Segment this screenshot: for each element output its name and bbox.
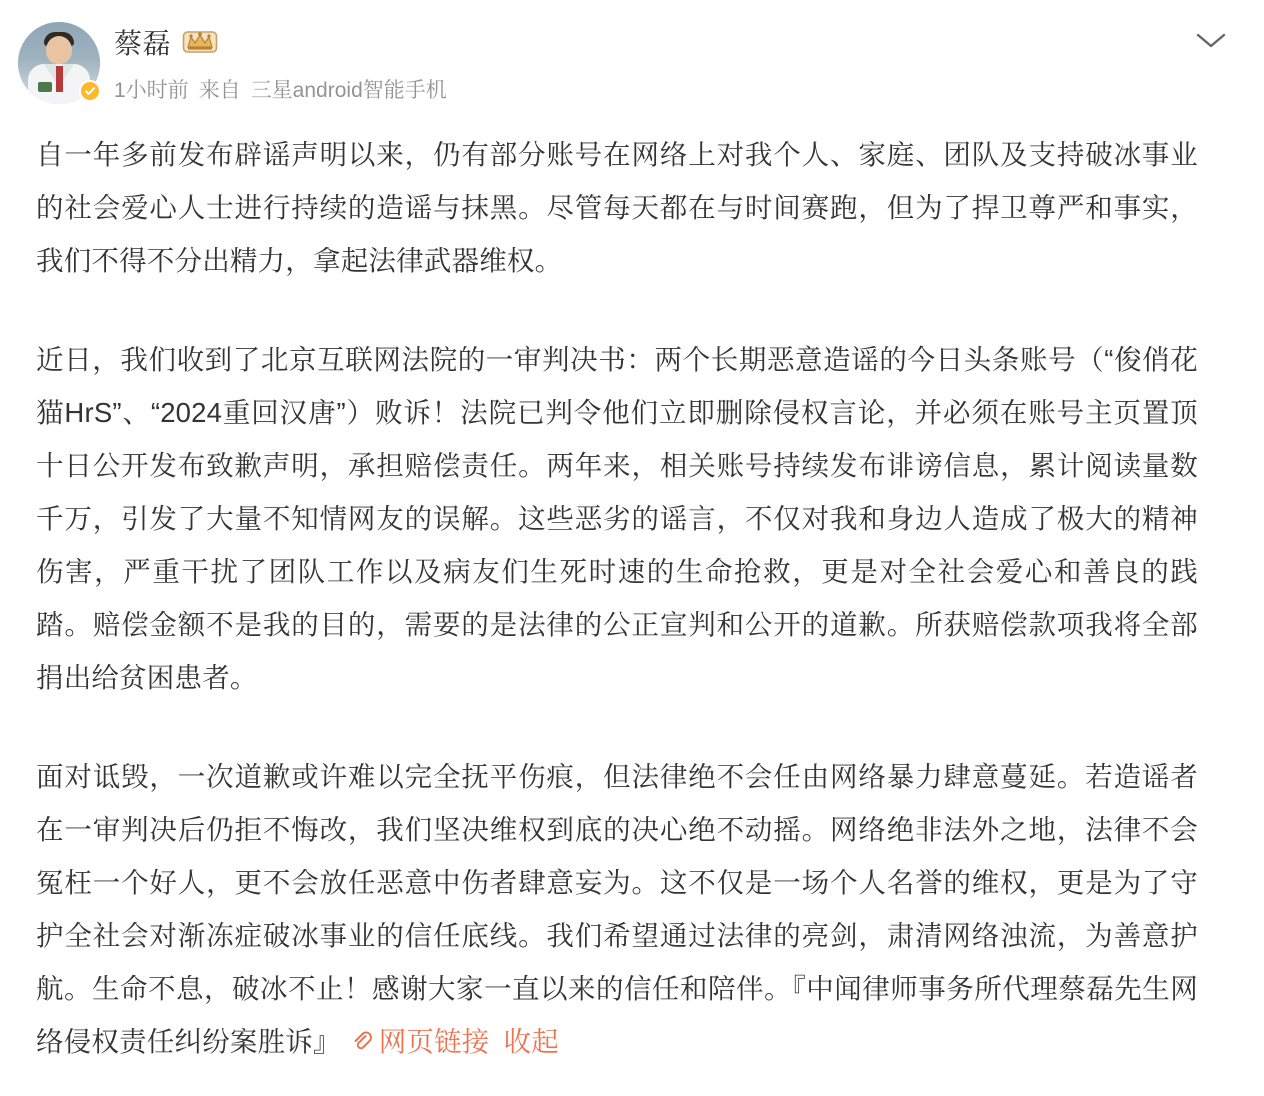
post-paragraph-2: 近日，我们收到了北京互联网法院的一审判决书：两个长期恶意造谣的今日头条账号（“俊俏花猫HrS”、“2024重回汉唐”）败诉！法院已判令他们立即删除侵权言论，并必须在账号主页置顶十日公开发布致歉声明，承担赔偿责任。两年来，相关账号持续发布诽谤信息，累计阅读量数千万，引发了大量不知情网友的误解。这些恶劣的谣言，不仅对我和身边人造成了极大的精神伤害，严重干扰了团队工作以及病友们生死时速的生命抢救，更是对全社会爱心和善良的践踏。赔偿金额不是我的目的，需要的是法律的公正宣判和公开的道歉。所获赔偿款项我将全部捐出给贫困患者。 [36,344,1198,693]
avatar[interactable] [18,22,100,104]
avatar-tie [56,66,63,92]
avatar-collar-right [62,64,74,82]
post-content [36,128,1224,1068]
post-paragraph-3 [36,750,1198,1068]
post-paragraph-1: 自一年多前发布辟谣声明以来，仍有部分账号在网络上对我个人、家庭、团队及支持破冰事业的社会爱心人士进行持续的造谣与抹黑。尽管每天都在与时间赛跑，但为了捍卫尊严和事实，我们不得不分出精力，拿起法律武器维权。 [36,139,1198,276]
avatar-collar-left [44,64,56,82]
avatar-badge [38,82,52,92]
author-info [114,18,447,104]
post-source[interactable]: 三星android智能手机 [250,79,447,102]
avatar-head [46,36,72,64]
author-nickname[interactable]: 蔡磊 [114,28,172,59]
verified-check-icon[interactable] [79,80,101,102]
author-name-row [114,22,447,62]
crown-badge-icon[interactable] [181,28,219,56]
paperclip-link-icon[interactable] [349,1018,375,1071]
post-footer-actions [341,1026,559,1057]
web-link[interactable]: 网页链接 [378,1026,490,1057]
collapse-button[interactable]: 收起 [503,1026,559,1057]
post-from-label: 来自 [198,79,241,102]
chevron-down-icon[interactable] [1194,24,1228,58]
post-paragraph-3-text: 面对诋毁，一次道歉或许难以完全抚平伤痕，但法律绝不会任由网络暴力肆意蔓延。若造谣者在一审判决后仍拒不悔改，我们坚决维权到底的决心绝不动摇。网络绝非法外之地，法律不会冤枉一个好人，更不会放任恶意中伤者肆意妄为。这不仅是一场个人名誉的维权，更是为了守护全社会对渐冻症破冰事业的信任底线。我们希望通过法律的亮剑，肃清网络浊流，为善意护航。生命不息，破冰不止！感谢大家一直以来的信任和陪伴。『中闻律师事务所代理蔡磊先生网络侵权责任纠纷案胜诉』 [36,761,1198,1057]
post-header [18,18,1224,104]
post-meta [114,74,447,104]
post-time[interactable]: 1小时前 [114,79,189,102]
